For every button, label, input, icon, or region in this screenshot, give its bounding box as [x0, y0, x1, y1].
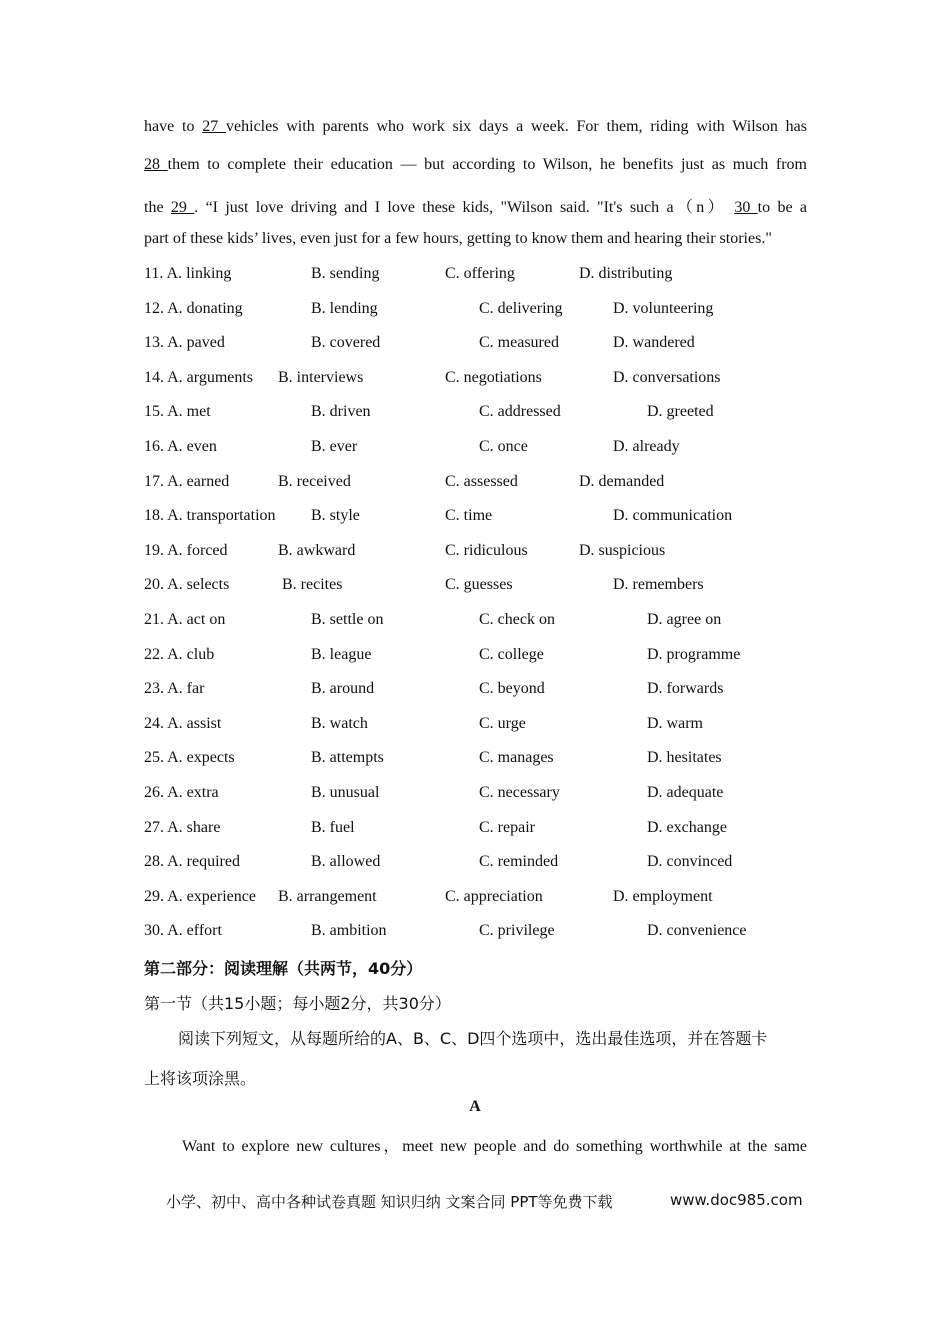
question-option-d: D. remembers [613, 576, 704, 594]
question-option-b: B. style [311, 507, 360, 525]
question-option-b: B. attempts [311, 749, 384, 767]
question-option-b: B. covered [311, 334, 381, 352]
question-option-a: 24. A. assist [144, 714, 222, 732]
question-option-b: B. arrangement [278, 887, 377, 905]
question-option-c: C. urge [479, 714, 526, 732]
page-footer [166, 1191, 803, 1212]
question-option-d: D. communication [613, 507, 733, 525]
question-option-b: B. lending [311, 299, 378, 317]
question-option-b: B. allowed [311, 853, 381, 871]
question-option-c: C. repair [479, 818, 535, 836]
question-option-b: B. settle on [311, 611, 384, 628]
question-option-c: C. delivering [479, 299, 563, 317]
question-option-d: D. already [613, 438, 680, 455]
question-option-a: 27. A. share [144, 818, 221, 836]
question-option-d: D. convenience [647, 922, 747, 940]
blank-27: 27 [202, 118, 227, 135]
question-option-d: D. exchange [647, 818, 727, 836]
question-option-d: D. employment [613, 887, 713, 905]
question-option-a: 16. A. even [144, 438, 217, 455]
question-option-a: 15. A. met [144, 403, 211, 421]
question-option-c: C. check on [479, 611, 555, 628]
question-option-a: 28. A. required [144, 853, 240, 871]
question-option-c: C. beyond [479, 680, 545, 698]
question-option-b: B. received [278, 472, 351, 490]
question-option-b: B. watch [311, 714, 368, 732]
instruction-line-1: 阅读下列短文，从每题所给的A、B、C、D四个选项中，选出最佳选项，并在答题卡 [178, 1029, 768, 1048]
text: have to [144, 118, 203, 135]
question-option-b: B. interviews [278, 368, 364, 386]
question-option-a: 25. A. expects [144, 749, 235, 767]
blank-29: 29 [170, 199, 195, 216]
question-option-c: C. once [479, 438, 528, 455]
question-option-a: 30. A. effort [144, 922, 222, 940]
question-option-c: C. offering [445, 265, 515, 282]
passage-line-1 [144, 118, 807, 136]
question-option-a: 14. A. arguments [144, 368, 254, 386]
question-option-a: 20. A. selects [144, 576, 230, 594]
passage-line-3 [144, 194, 807, 217]
question-option-a: 23. A. far [144, 680, 205, 698]
question-option-c: C. assessed [445, 472, 518, 490]
question-option-d: D. conversations [613, 368, 721, 386]
question-option-c: C. measured [479, 334, 559, 352]
passage-a-first-line: Want to explore new cultures，meet new people and do something worthwhile at the same [182, 1138, 807, 1155]
question-option-b: B. league [311, 645, 372, 663]
footer-text: 小学、初中、高中各种试卷真题 知识归纳 文案合同 PPT等免费下载 [166, 1193, 613, 1211]
question-option-b: B. sending [311, 265, 380, 282]
passage-line-2 [144, 156, 807, 174]
question-option-d: D. distributing [579, 265, 673, 282]
question-option-b: B. recites [282, 576, 343, 594]
question-option-b: B. driven [311, 403, 371, 421]
question-option-c: C. appreciation [445, 887, 543, 905]
question-option-a: 29. A. experience [144, 887, 256, 905]
blank-30: 30 [734, 199, 758, 216]
question-option-a: 26. A. extra [144, 784, 219, 801]
question-option-c: C. manages [479, 749, 554, 767]
question-option-a: 21. A. act on [144, 611, 226, 628]
question-option-b: B. unusual [311, 784, 380, 801]
question-option-d: D. volunteering [613, 299, 714, 317]
question-option-a: 19. A. forced [144, 541, 228, 559]
question-option-c: C. guesses [445, 576, 513, 594]
question-option-a: 11. A. linking [144, 265, 232, 282]
question-option-c: C. necessary [479, 784, 560, 801]
question-option-c: C. time [445, 507, 493, 525]
passage-line-4: part of these kids’ lives, even just for a few hours, getting to know them and hearing their stories." [144, 230, 772, 247]
question-option-b: B. fuel [311, 818, 355, 836]
question-option-d: D. hesitates [647, 749, 722, 767]
question-option-c: C. reminded [479, 853, 559, 871]
question-option-c: C. negotiations [445, 368, 542, 386]
question-option-b: B. around [311, 680, 375, 698]
question-option-b: B. awkward [278, 541, 356, 559]
question-option-c: C. privilege [479, 922, 555, 940]
question-option-d: D. wandered [613, 334, 695, 352]
question-option-a: 22. A. club [144, 645, 215, 663]
text: the [144, 199, 171, 216]
section-heading: 第二部分：阅读理解（共两节，40分） [144, 959, 423, 978]
question-option-d: D. agree on [647, 611, 722, 628]
question-option-d: D. demanded [579, 472, 665, 490]
text: them to complete their education — but according to Wilson, he benefits just as much from [167, 156, 808, 173]
question-option-d: D. programme [647, 645, 741, 663]
question-option-d: D. convinced [647, 853, 733, 871]
section-subheading: 第一节（共15小题；每小题2分，共30分） [144, 994, 451, 1013]
instruction-line-2: 上将该项涂黑。 [144, 1069, 257, 1088]
question-option-a: 17. A. earned [144, 472, 230, 490]
passage-letter: A [469, 1098, 481, 1115]
question-option-d: D. greeted [647, 403, 714, 421]
question-option-a: 13. A. paved [144, 334, 225, 352]
question-option-d: D. adequate [647, 784, 724, 801]
blank-28: 28 [144, 156, 168, 173]
question-option-a: 12. A. donating [144, 299, 243, 317]
question-option-c: C. ridiculous [445, 541, 528, 559]
question-option-b: B. ambition [311, 922, 387, 940]
question-option-d: D. forwards [647, 680, 724, 698]
question-option-c: C. addressed [479, 403, 561, 421]
question-option-d: D. warm [647, 714, 703, 732]
question-option-a: 18. A. transportation [144, 507, 276, 525]
footer-url: www.doc985.com [670, 1191, 803, 1209]
text: . “I just love driving and I love these kids, "Wilson said. "It's such a（n） [194, 199, 727, 216]
question-option-d: D. suspicious [579, 541, 666, 559]
question-option-b: B. ever [311, 438, 358, 455]
text: to be a [757, 199, 807, 216]
question-option-c: C. college [479, 645, 544, 663]
text: vehicles with parents who work six days a week. For them, riding with Wilson has [226, 118, 807, 135]
